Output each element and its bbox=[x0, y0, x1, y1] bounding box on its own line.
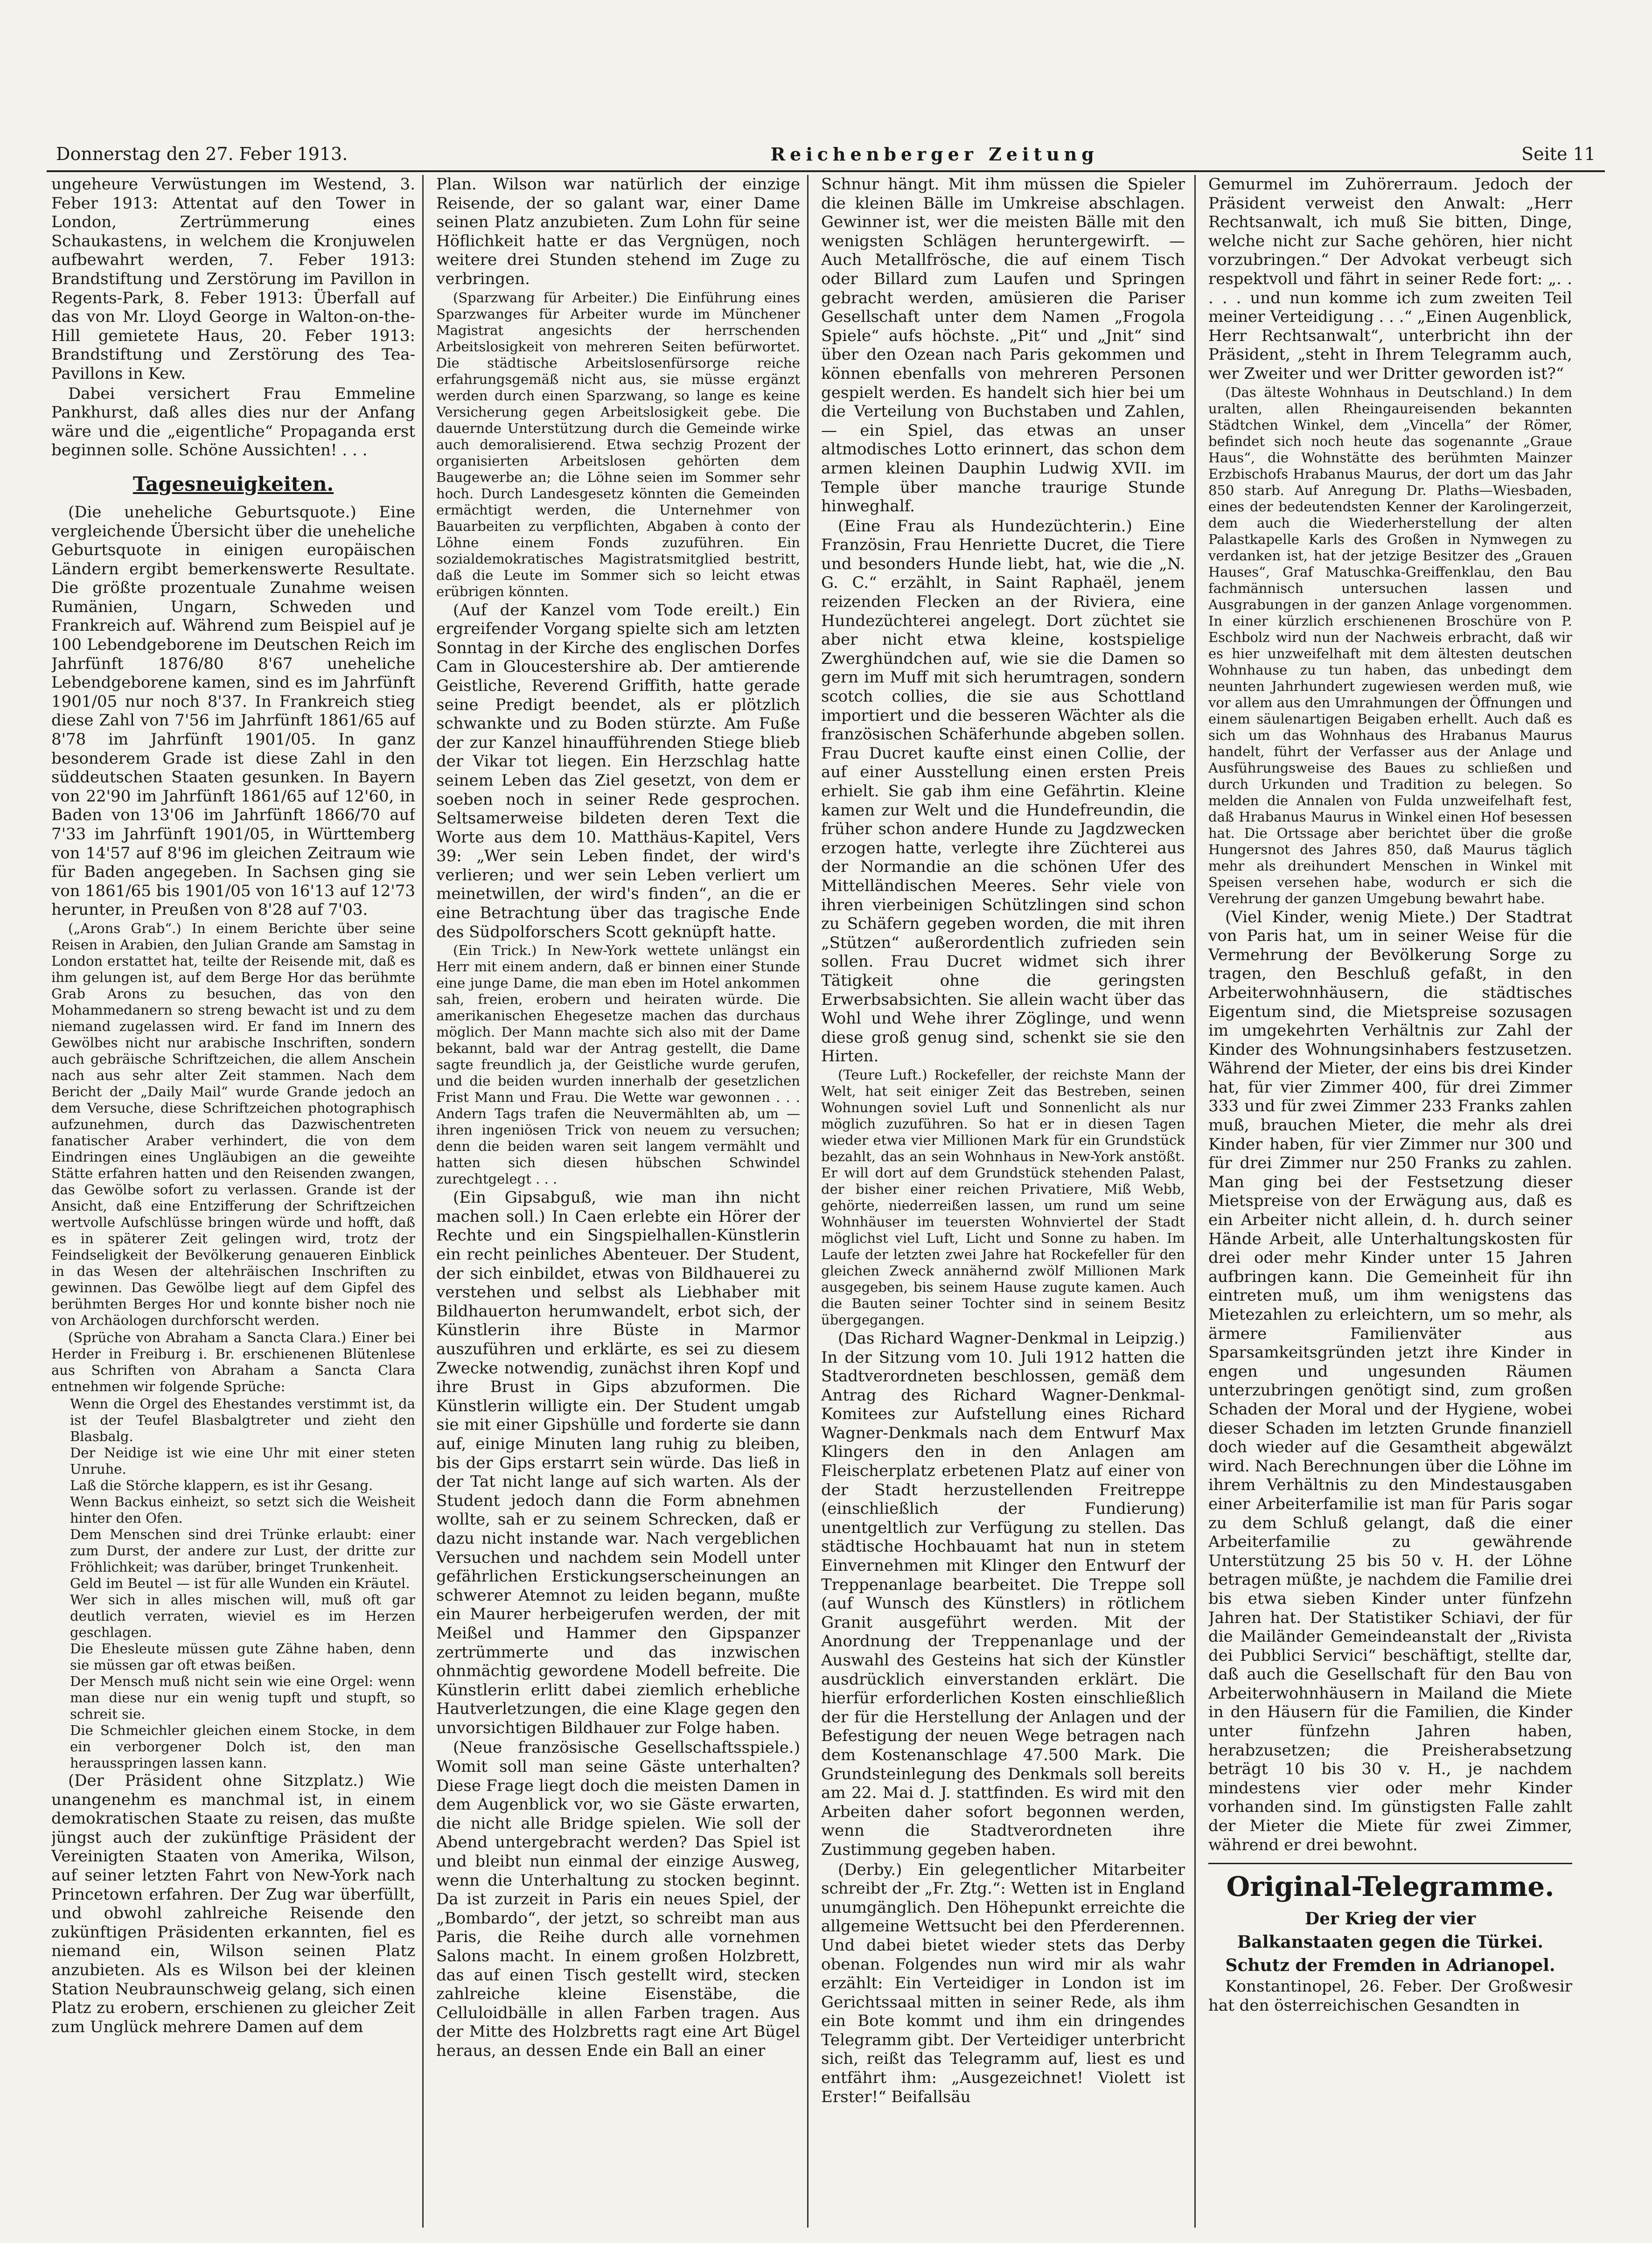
article-text: Plan. Wilson war natürlich der einzige Reisende, der so galant war, einer Dame seinen Platz anzubieten. Zum Lohn für seine Höflichkeit hatte er das Vergnügen, noch weitere drei Stunden stehend im Zuge zu verbringen. bbox=[436, 175, 800, 288]
article-text: (Derby.) Ein gelegentlicher Mitarbeiter schreibt der „Fr. Ztg.“: Wetten ist in England unumgänglich. Den Höhepunkt erreichte die allgemeine Wettsucht bei den Pferderennen. Und dabei bietet wieder stets das Derby obenan. Folgendes nun wird mir als wahr erzählt: Ein Verteidiger in London ist im Gerichtssaal mitten in seiner Rede, als ihm ein Bote kommt und ihm ein dringendes Telegramm gibt. Der Verteidiger unterbricht sich, reißt das Telegramm auf, liest es und entfährt ihm: „Ausgezeichnet! Violett ist Erster!“ Beifallsäu bbox=[821, 1860, 1185, 2106]
column-2 bbox=[436, 175, 800, 2218]
section-rule bbox=[1208, 1863, 1572, 1864]
column-rule bbox=[1194, 175, 1196, 2228]
column-3 bbox=[821, 175, 1185, 2218]
saying: Wer sich in alles mischen will, muß oft gar deutlich verraten, wieviel es im Herzen geschlagen. bbox=[70, 1591, 415, 1640]
article-text: (Eine Frau als Hundezüchterin.) Eine Französin, Frau Henriette Ducret, die Tiere und besonders Hunde liebt, hat, wie die „N. G. C.“ erzählt, in Saint Raphaël, jenem reizenden Flecken an der Riviera, eine Hundezüchterei angelegt. Dort züchtet sie aber nicht etwa kleine, kostspielige Zwerghündchen auf, wie sie die Damen so gern im Muff mit sich herumtragen, sondern scotch collies, die sie aus Schottland importiert und die besseren Wächter als die französischen Schäferhunde abgeben sollen. Frau Ducret kaufte einst einen Collie, der auf einer Ausstellung einen ersten Preis erhielt. Sie gab ihm eine Gefährtin. Kleine kamen zur Welt und die Hundefreundin, die früher schon andere Hunde zu Jagdzwecken erzogen hatte, verlegte ihre Züchterei aus der Normandie an die schönen Ufer des Mittelländischen Meeres. Sehr viele von ihren vierbeinigen Schützlingen sind schon zu Schäfern gegeben worden, die mit ihren „Stützen“ außerordentlich zufrieden sein sollen. Frau Ducret widmet sich ihrer Tätigkeit ohne die geringsten Erwerbsabsichten. Sie allein wacht über das Wohl und Wehe ihrer Zöglinge, und wenn diese groß genug sind, schenkt sie sie den Hirten. bbox=[821, 516, 1185, 1066]
column-4 bbox=[1208, 175, 1572, 2218]
saying: Dem Menschen sind drei Trünke erlaubt: einer zum Durst, der andere zur Lust, der dritte zur Fröhlichkeit; was darüber, bringet Trunkenheit. bbox=[70, 1526, 415, 1575]
article-text: (Viel Kinder, wenig Miete.) Der Stadtrat von Paris hat, um in seiner Weise für die Vermehrung der Bevölkerung Sorge zu tragen, den Beschluß gefaßt, in den Arbeiterwohnhäusern, die städtisches Eigentum sind, die Mietspreise sozusagen im umgekehrten Verhältnis zur Zahl der Kinder des Wohnungsinhabers festzusetzen. Während der Mieter, der eins bis drei Kinder hat, für vier Zimmer 400, für drei Zimmer 333 und für zwei Zimmer 233 Franks zahlen muß, brauchen Mieter, die mehr als drei Kinder haben, für vier Zimmer nur 300 und für drei Zimmer nur 250 Franks zu zahlen. Man ging bei der Festsetzung dieser Mietspreise von der Erwägung aus, daß es ein Arbeiter nicht allein, d. h. durch seiner Hände Arbeit, alle Unterhaltungskosten für drei oder mehr Kinder unter 15 Jahren aufbringen kann. Die Gemeinheit für ihn eintreten muß, um ihm wenigstens das Mietezahlen zu erleichtern, um so mehr, als ärmere Familienväter aus Sparsamkeitsgründen jetzt ihre Kinder in engen und ungesunden Räumen unterzubringen genötigt sind, zum großen Schaden der Moral und der Hygiene, wobei dieser Schaden im letzten Grunde finanziell doch wieder auf die Gesamtheit abgewälzt wird. Nach Berechnungen über die Löhne im ihrem Verhältnis zu den Mindestausgaben einer Arbeiterfamilie ist man für Paris sogar zu dem Schluß gelangt, daß die einer Arbeiterfamilie zu gewährende Unterstützung 25 bis 50 v. H. der Löhne betragen müßte, je nachdem die Familie drei bis etwa sieben Kinder unter fünfzehn Jahren hat. Der Statistiker Schiavi, der für die Mailänder Gemeindeanstalt der „Rivista dei Pubblici Servici“ beschäftigt, stellte dar, daß auch die Gesellschaft für den Bau von Arbeiterwohnhäusern in Mailand die Miete in den Häusern für die Familien, die Kinder unter fünfzehn Jahren haben, herabzusetzen; die Preisherabsetzung beträgt 10 bis 30 v. H., je nachdem mindestens vier oder mehr Kinder vorhanden sind. Im günstigsten Falle zahlt der Mieter die Miete für zwei Zimmer, während er drei bewohnt. bbox=[1208, 907, 1572, 1854]
saying: Laß die Störche klappern, es ist ihr Gesang. bbox=[70, 1477, 373, 1493]
telegram-heading: Original-Telegramme. bbox=[1226, 1871, 1554, 1903]
article-text: (Sprüche von Abraham a Sancta Clara.) Einer bei Herder in Freiburg i. Br. erschienenen Blütenlese aus Schriften von Abraham a Sancta Clara entnehmen wir folgende Sprüche: bbox=[51, 1329, 415, 1394]
saying: Der Mensch muß nicht sein wie eine Orgel: wenn man diese nur ein wenig tupft und stupft, so schreit sie. bbox=[70, 1673, 415, 1722]
article-text: Schnur hängt. Mit ihm müssen die Spieler die kleinen Bälle im Umkreise abschlagen. Gewinner ist, wer die meisten Bälle mit den wenigsten Schlägen heruntergewirft. — Auch Metallfrösche, die auf einem Tisch oder Billard zum Laufen und Springen gebracht werden, amüsieren die Pariser Gesellschaft unter dem Namen „Frogola Spiele“ aufs höchste. „Pit“ und „Jnit“ sind über den Ozean nach Paris gekommen und können ebenfalls von mehreren Personen gespielt werden. Es handelt sich hier bei um die Verteilung von Buchstaben und Zahlen, — ein Spiel, das etwas an unser altmodisches Lotto erinnert, das schon dem armen kleinen Dauphin Ludwig XVII. im Temple über manche traurige Stunde hinweghalf. bbox=[821, 175, 1185, 516]
saying: Die Schmeichler gleichen einem Stocke, in dem ein verborgener Dolch ist, den man herausspringen lassen kann. bbox=[70, 1722, 415, 1771]
issue-date: Donnerstag den 27. Feber 1913. bbox=[56, 144, 348, 164]
article-text: („Arons Grab“.) In einem Berichte über seine Reisen in Arabien, den Julian Grande am Samstag in London erstattet hat, teilte der Reisende mit, daß es ihm gelungen ist, auf dem Berge Hor das berühmte Grab Arons zu besuchen, das von den Mohammedanern so streng bewacht ist und zu dem niemand zugelassen wird. Er fand im Innern des Gewölbes nicht nur arabische Inschriften, sondern auch gebräische Schriftzeichen, die allem Anschein nach aus sehr alter Zeit stammen. Nach dem Bericht der „Daily Mail“ wurde Grande jedoch an dem Versuche, diese Schriftzeichen photographisch aufzunehmen, durch das Dazwischentreten fanatischer Araber verhindert, die von dem Eindringen eines Ungläubigen an die geweihte Stätte erfahren hatten und den Reisenden zwangen, das Gewölbe sofort zu verlassen. Grande ist der Ansicht, daß eine Entzifferung der Schriftzeichen wertvolle Aufschlüsse bringen würde und hofft, daß es in späterer Zeit gelingen wird, trotz der Feindseligkeit der Bevölkerung genaueren Einblick in das Wesen der altehräischen Inschriften zu gewinnen. Das Gewölbe liegt auf dem Gipfel des berühmten Berges Hor und konnte bisher noch nie von Archäologen durchforscht werden. bbox=[51, 920, 415, 1328]
article-text: Dabei versichert Frau Emmeline Pankhurst, daß alles dies nur der Anfang wäre und die „eigentliche“ Propaganda erst beginnen solle. Schöne Aussichten! . . . bbox=[51, 384, 415, 460]
saying: Die Ehesleute müssen gute Zähne haben, denn sie müssen gar oft etwas beißen. bbox=[70, 1640, 415, 1673]
column-rule bbox=[807, 175, 809, 2228]
column-1 bbox=[51, 175, 415, 2218]
article-text: (Teure Luft.) Rockefeller, der reichste Mann der Welt, hat seit einiger Zeit das Bestreben, seinen Wohnungen soviel Luft und Sonnenlicht als nur möglich zuzuführen. So hat er in diesen Tagen wieder etwa vier Millionen Mark für ein Grundstück bezahlt, das an sein Wohnhaus in New-York anstößt. Er will dort auf dem Grundstück stehenden Palast, der bisher einer reichen Privatiere, Miß Webb, gehörte, niederreißen lassen, um rund um seine Wohnhäuser im teuersten Wohnviertel der Stadt möglichst viel Luft, Licht und Sonne zu haben. Im Laufe der letzten zwei Jahre hat Rockefeller für den gleichen Zweck annähernd zwölf Millionen Mark ausgegeben, bis seinem Hause zugute kamen. Auch die Bauten seiner Tochter sind in seinem Besitz übergegangen. bbox=[821, 1066, 1185, 1328]
column-rule bbox=[422, 175, 424, 2228]
telegram-subheading: Der Krieg der vier bbox=[1304, 1909, 1476, 1929]
saying: Wenn die Orgel des Ehestandes verstimmt ist, da ist der Teufel Blasbalgtreter und zieht den Blasbalg. bbox=[70, 1395, 415, 1444]
article-text: (Das älteste Wohnhaus in Deutschland.) In dem uralten, allen Rheingaureisenden bekannten Städtchen Winkel, dem „Vincella“ der Römer, befindet sich noch heute das sogenannte „Graue Haus“, die Wohnstätte des berühmten Mainzer Erzbischofs Hrabanus Maurus, der dort um das Jahr 850 starb. Auf Anregung Dr. Plaths—Wiesbaden, eines der bedeutendsten Kenner der Karolingerzeit, dem auch die Wiederherstellung der alten Palastkapelle Karls des Großen in Nymwegen zu verdanken ist, hat der jetzige Besitzer des „Grauen Hauses“, Graf Matuschka-Greiffenklau, den Bau fachmännisch untersuchen lassen und Ausgrabungen in der ganzen Anlage vorgenommen. In einer kürzlich erschienenen Broschüre von P. Eschbolz wird nun der Nachweis erbracht, daß wir es hier unzweifelhaft mit dem ältesten deutschen Wohnhause zu tun haben, das unbedingt dem neunten Jahrhundert zugewiesen werden muß, wie vor allem aus den Umrahmungen der Öffnungen und einem säulenartigen Beigaben erhellt. Auch daß es sich um das Wohnhaus des Hrabanus Maurus handelt, führt der Verfasser aus der Anlage und Ausführungsweise des Baues zu schließen und durch Urkunden und Tradition zu belegen. So melden die Annalen von Fulda unzweifelhaft fest, daß Hrabanus Maurus in Winkel einen Hof besessen hat. Die Ortssage aber berichtet über die große Hungersnot des Jahres 850, daß Maurus täglich mehr als dreihundert Menschen in Winkel mit Speisen versehen habe, wodurch er sich die Verehrung der ganzen Umgebung bewahrt habe. bbox=[1208, 384, 1572, 906]
saying: Wenn Backus einheizt, so setzt sich die Weisheit hinter den Ofen. bbox=[70, 1493, 415, 1526]
article-text: (Das Richard Wagner-Denkmal in Leipzig.) In der Sitzung vom 10. Juli 1912 hatten die Stadtverordneten beschlossen, gemäß dem Antrag des Richard Wagner-Denkmal-Komitees zur Aufstellung eines Richard Wagner-Denkmals nach dem Entwurf Max Klingers den in den Anlagen am Fleischerplatz erbetenen Platz auf einer von der Stadt herzustellenden Freitreppe (einschließlich der Fundierung) unentgeltlich zur Verfügung zu stellen. Das städtische Hochbauamt hat nun in stetem Einvernehmen mit Klinger den Entwurf der Treppenanlage bearbeitet. Die Treppe soll (auf Wunsch des Künstlers) in rötlichem Granit ausgeführt werden. Mit der Anordnung der Treppenanlage und der Auswahl des Gesteins hat sich der Künstler ausdrücklich einverstanden erklärt. Die hierfür erforderlichen Kosten einschließlich der für die Herstellung der Anlagen und der Befestigung der neuen Wege betragen nach dem Kostenanschlage 47.500 Mark. Die Grundsteinlegung des Denkmals soll bereits am 22. Mai d. J. stattfinden. Es wird mit den Arbeiten daher sofort begonnen werden, wenn die Stadtverordneten ihre Zustimmung gegeben haben. bbox=[821, 1329, 1185, 1859]
saying: Geld im Beutel — ist für alle Wunden ein Kräutel. bbox=[70, 1575, 410, 1591]
article-text: Konstantinopel, 26. Feber. Der Großwesir hat den österreichischen Gesandten in bbox=[1208, 1977, 1572, 2015]
article-text: (Der Präsident ohne Sitzplatz.) Wie unangenehm es manchmal ist, in einem demokratischen Staate zu reisen, das mußte jüngst auch der zukünftige Präsident der Vereinigten Staaten von Amerika, Wilson, auf seiner letzten Fahrt von New-York nach Princetown erfahren. Der Zug war überfüllt, und obwohl zahlreiche Reisende den zukünftigen Präsidenten erkannten, fiel es niemand ein, Wilson seinen Platz anzubieten. Als es Wilson bei der kleinen Station Neubraunschweig gelang, sich einen Platz zu erobern, erschienen zu gleicher Zeit zum Unglück mehrere Damen auf dem bbox=[51, 1771, 415, 2036]
page-number: Seite 11 bbox=[1521, 144, 1596, 164]
article-text: (Sparzwang für Arbeiter.) Die Einführung eines Sparzwanges für Arbeiter wurde im Münchener Magistrat angesichts der herrschenden Arbeitslosigkeit von mehreren Seiten befürwortet. Die städtische Arbeitslosenfürsorge reiche erfahrungsgemäß nicht aus, sie müsse ergänzt werden durch einen Sparzwang, so lange es keine Versicherung gegen Arbeitslosigkeit gebe. Die dauernde Unterstützung durch die Gemeinde wirke auch demoralisierend. Etwa sechzig Prozent der organisierten Arbeitslosen gehörten dem Baugewerbe an; die Löhne seien im Sommer sehr hoch. Durch Landesgesetz könnten die Gemeinden ermächtigt werden, die Unternehmer von Bauarbeiten zu verpflichten, Abgaben à conto der Löhne einem Fonds zuzuführen. Ein sozialdemokratisches Magistratsmitglied bestritt, daß die Leute im Sommer sich so leicht etwas erübrigen könnten. bbox=[436, 289, 800, 599]
telegram-subheading: Balkanstaaten gegen die Türkei. bbox=[1237, 1932, 1543, 1952]
telegram-subheading: Schutz der Fremden in Adrianopel. bbox=[1225, 1956, 1555, 1976]
article-text: ungeheure Verwüstungen im Westend, 3. Feber 1913: Attentat auf den Tower in London, Zertrümmerung eines Schaukastens, in welchem die Kronjuwelen aufbewahrt werden, 7. Feber 1913: Brandstiftung und Zerstörung im Pavillon in Regents-Park, 8. Feber 1913: Überfall auf das von Mr. Lloyd George in Walton-on-the-Hill gemietete Haus, 20. Feber 1913: Brandstiftung und Zerstörung des Tea-Pavillons in Kew. bbox=[51, 175, 415, 383]
article-text: (Auf der Kanzel vom Tode ereilt.) Ein ergreifender Vorgang spielte sich am letzten Sonntag in der Kirche des englischen Dorfes Cam in Gloucestershire ab. Der amtierende Geistliche, Reverend Griffith, hatte gerade seine Predigt beendet, als er plötzlich schwankte und zu Boden stürzte. Am Fuße der zur Kanzel hinaufführenden Stiege blieb der Vikar tot liegen. Ein Herzschlag hatte seinem Leben das Ziel gesetzt, von dem er soeben noch in seiner Rede gesprochen. Seltsamerweise bildeten deren Text die Worte aus dem 10. Matthäus-Kapitel, Vers 39: „Wer sein Leben findet, der wird's verlieren; und wer sein Leben verliert um meinetwillen, der wird's finden“, an die er eine Betrachtung über das tragische Ende des Südpolforschers Scott geknüpft hatte. bbox=[436, 600, 800, 941]
header-rule bbox=[47, 170, 1605, 172]
article-text: (Neue französische Gesellschaftsspiele.) Womit soll man seine Gäste unterhalten? Diese Frage liegt doch die meisten Damen in dem Augenblick vor, wo sie Gäste erwarten, die nicht alle Bridge spielen. Wie soll der Abend untergebracht werden? Das Spiel ist und bleibt nun einmal der einzige Ausweg, wenn die Unterhaltung zu stocken beginnt. Da ist zurzeit in Paris ein neues Spiel, der „Bombardo“, der jetzt, so schreibt man aus Paris, die Reihe durch alle vornehmen Salons macht. In einem großen Holzbrett, das auf einen Tisch gestellt wird, stecken zahlreiche kleine Eisenstäbe, die Celluloidbälle in allen Farben tragen. Aus der Mitte des Holzbretts ragt eine Art Bügel heraus, an dessen Ende ein Ball an einer bbox=[436, 1738, 800, 2060]
masthead: Reichenberger Zeitung bbox=[770, 143, 1099, 165]
article-text: (Die uneheliche Geburtsquote.) Eine vergleichende Übersicht über die uneheliche Geburtsquote in einigen europäischen Ländern ergibt bemerkenswerte Resultate. Die größte prozentuale Zunahme weisen Rumänien, Ungarn, Schweden und Frankreich auf. Während zum Beispiel auf je 100 Lebendgeborene im Deutschen Reich im Jahrfünft 1876/80 8'67 uneheliche Lebendgeborene kamen, sind es im Jahrfünft 1901/05 nur noch 8'37. In Frankreich stieg diese Zahl von 7'56 im Jahrfünft 1861/65 auf 8'78 im Jahrfünft 1901/05. In ganz besonderem Grade ist diese Zahl in den süddeutschen Staaten gesunken. In Bayern von 22'90 im Jahrfünft 1861/65 auf 12'60, in Baden von 13'06 im Jahrfünft 1866/70 auf 7'33 im Jahrfünft 1901/05, in Württemberg von 14'57 auf 8'96 im gleichen Zeitraum wie für Baden angegeben. In Sachsen ging sie von 1861/65 bis 1901/05 von 16'13 auf 12'73 herunter, in Preußen von 8'28 auf 7'03. bbox=[51, 502, 415, 919]
section-heading: Tagesneuigkeiten. bbox=[132, 472, 334, 495]
page-header bbox=[56, 138, 1596, 170]
saying: Der Neidige ist wie eine Uhr mit einer steten Unruhe. bbox=[70, 1444, 415, 1477]
article-text: (Ein Trick.) In New-York wettete unlängst ein Herr mit einem andern, daß er binnen einer Stunde eine junge Dame, die man eben im Hotel ankommen sah, freien, erobern und heiraten würde. Die amerikanischen Ehegesetze machen das durchaus möglich. Der Mann machte sich also mit der Dame bekannt, bald war der Antrag gestellt, die Dame sagte freundlich ja, der Geistliche wurde gerufen, und die beiden wurden innerhalb der gesetzlichen Frist Mann und Frau. Die Wette war gewonnen . . . Andern Tags trafen die Neuvermählten ab, um — ihren ingeniösen Trick von neuem zu versuchen; denn die beiden waren seit langem vermählt und hatten sich diesen hübschen Schwindel zurechtgelegt . . . bbox=[436, 942, 800, 1187]
article-text: Gemurmel im Zuhörerraum. Jedoch der Präsident verweist den Anwalt: „Herr Rechtsanwalt, ich muß Sie bitten, Dinge, welche nicht zur Sache gehören, hier nicht vorzubringen.“ Der Advokat verbeugt sich respektvoll und fährt in seiner Rede fort: „. . . . . und nun komme ich zum zweiten Teil meiner Verteidigung . . .“ „Einen Augenblick, Herr Rechtsanwalt“, unterbricht ihn der Präsident, „steht in Ihrem Telegramm auch, wer Zweiter und wer Dritter geworden ist?“ bbox=[1208, 175, 1572, 383]
article-text: (Ein Gipsabguß, wie man ihn nicht machen soll.) In Caen erlebte ein Hörer der Rechte und ein Singspielhallen-Künstlerin ein recht peinliches Abenteuer. Der Student, der sich einbildet, etwas von Bildhauerei zu verstehen und selbst als Liebhaber mit Bildhauerton herumwandelt, erbot sich, der Künstlerin ihre Büste in Marmor auszuführen und erklärte, es sei zu diesem Zwecke notwendig, zunächst ihren Kopf und ihre Brust in Gips abzuformen. Die Künstlerin willigte ein. Der Student umgab sie mit einer Gipshülle und forderte sie dann auf, einige Minuten lang ruhig zu bleiben, bis der Gips erstarrt sein würde. Das ließ in der Tat nicht lange auf sich warten. Als der Student jedoch dann die Form abnehmen wollte, sah er zu seinem Schrecken, daß er dazu nicht instande war. Nach vergeblichen Versuchen und nachdem sein Modell unter gefährlichen Erstickungserscheinungen an schwerer Atemnot zu leiden begann, mußte ein Maurer herbeigerufen werden, der mit Meißel und Hammer den Gipspanzer zertrümmerte und das inzwischen ohnmächtig gewordene Modell befreite. Die Künstlerin erlitt dabei ziemlich erhebliche Hautverletzungen, die eine Klage gegen den unvorsichtigen Bildhauer zur Folge haben. bbox=[436, 1188, 800, 1737]
